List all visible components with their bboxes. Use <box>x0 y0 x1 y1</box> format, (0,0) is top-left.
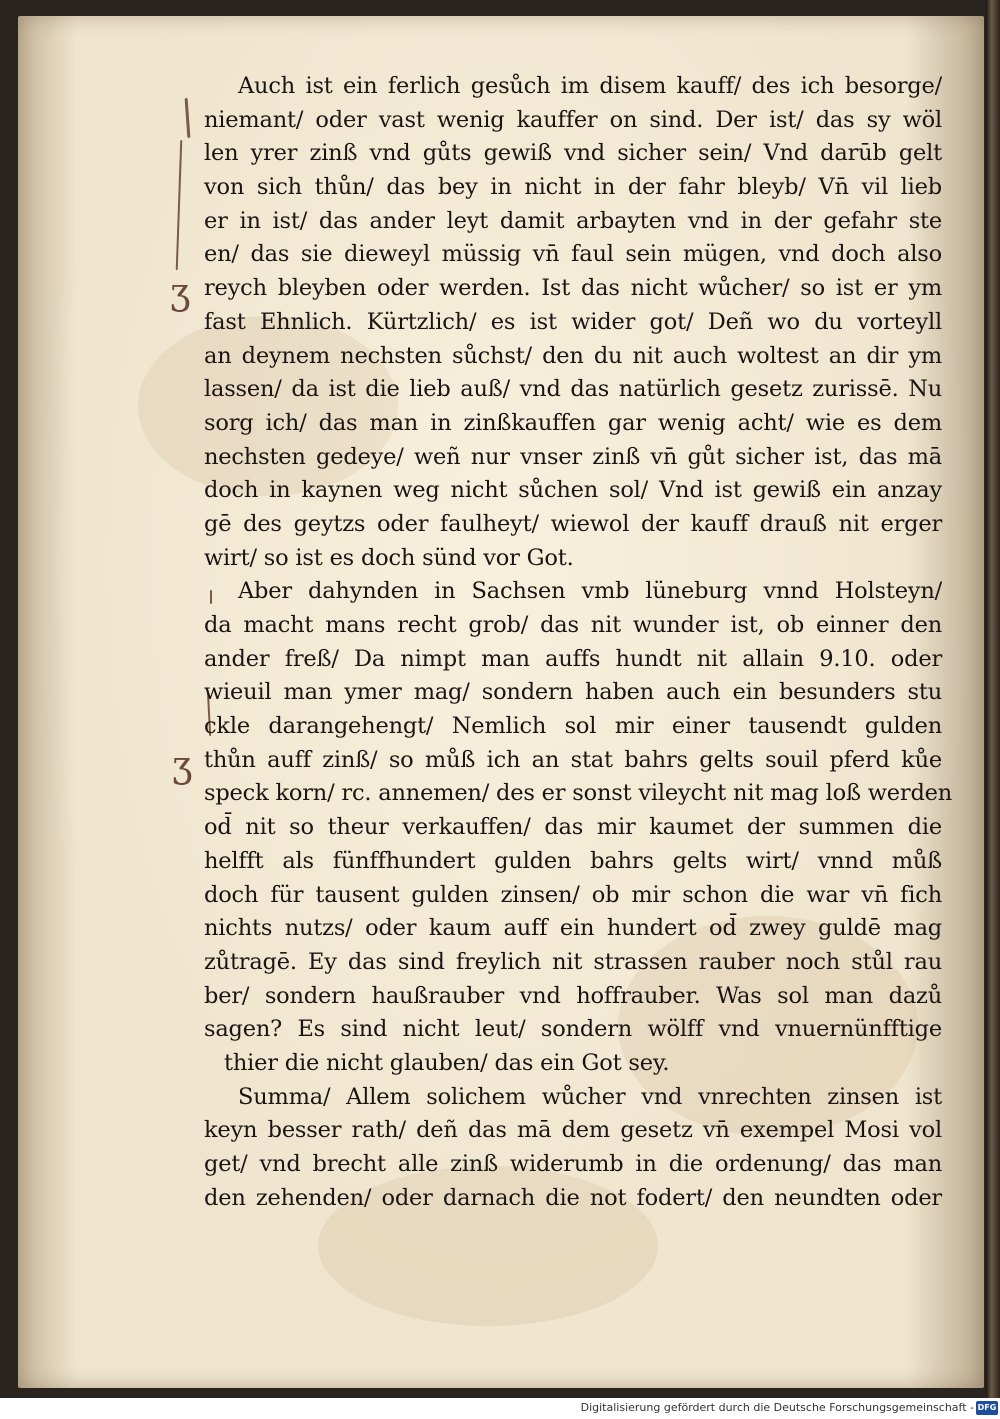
text-line: thier die nicht glauben/ das ein Got sey. <box>224 1049 670 1076</box>
text-line: sorg ich/ das man in zinßkauffen gar wenig acht/ wie es dem <box>204 409 942 436</box>
paragraph <box>204 1081 942 1216</box>
text-line: reych bleyben oder werden. Ist das nicht wůcher/ so ist er ym <box>204 275 942 302</box>
text-line: ander freß/ Da nimpt man auffs hundt nit allain 9.10. oder <box>204 645 942 672</box>
text-line: niemant/ oder vast wenig kauffer on sind. Der ist/ das sy wöl <box>204 106 942 133</box>
text-line: doch in kaynen weg nicht sůchen sol/ Vnd ist gewiß ein anzay <box>204 477 942 504</box>
footer-credit: Digitalisierung gefördert durch die Deutsche Forschungsgemeinschaft - <box>580 1401 974 1414</box>
text-line: von sich thůn/ das bey in nicht in der fahr bleyb/ Vn̄ vil lieb <box>204 174 942 201</box>
margin-mark-3: ʒ <box>172 745 193 786</box>
margin-mark-3: ʒ <box>170 272 191 313</box>
text-line: fast Ehnlich. Kürtzlich/ es ist wider got/ Deñ wo du vorteyll <box>204 308 942 335</box>
text-line: den zehenden/ oder darnach die not fodert/ den neundten oder <box>204 1184 942 1211</box>
footer-bar <box>0 1398 1000 1419</box>
text-line: en/ das sie dieweyl müssig vn̄ faul sein mügen, vnd doch also <box>204 241 942 268</box>
text-line: nechsten gedeye/ weñ nur vnser zinß vn̄ gůt sicher ist, das mā <box>204 443 942 470</box>
text-line: er in ist/ das ander leyt damit arbayten vnd in der gefahr ste <box>204 207 942 234</box>
text-line: thůn auff zinß/ so můß ich an stat bahrs gelts souil pferd kůe <box>204 746 942 773</box>
text-line: Aber dahynden in Sachsen vmb lüneburg vnnd Holsteyn/ <box>238 578 942 605</box>
text-line: zůtragē. Ey das sind freylich nit strassen rauber noch stůl rau <box>204 948 942 975</box>
text-line: Summa/ Allem solichem wůcher vnd vnrechten zinsen ist <box>238 1083 942 1110</box>
text-line: an deynem nechsten sůchst/ den du nit auch woltest an dir ym <box>204 342 942 369</box>
text-line: ber/ sondern haußrauber vnd hoffrauber. Was sol man dazů <box>204 982 942 1009</box>
text-line: ckle darangehengt/ Nemlich sol mir einer tausendt gulden <box>204 713 942 740</box>
text-line: sagen? Es sind nicht leut/ sondern wölff vnd vnuernünfftige <box>204 1016 942 1043</box>
text-line: nichts nutzs/ oder kaum auff ein hundert od̄ zwey guldē mag <box>204 915 942 942</box>
text-line: wirt/ so ist es doch sünd vor Got. <box>204 544 574 571</box>
text-line: helfft als fünffhundert gulden bahrs gelts wirt/ vnnd můß <box>204 847 942 874</box>
text-line: Auch ist ein ferlich gesůch im disem kauff/ des ich besorge/ <box>238 73 942 99</box>
paragraph <box>204 70 942 575</box>
text-line: speck korn/ rc. annemen/ des er sonst vileycht nit mag loß werden <box>204 780 953 807</box>
dfg-logo-icon: DFG <box>976 1401 998 1415</box>
book-edge <box>986 0 1000 1398</box>
text-line: get/ vnd brecht alle zinß widerumb in die ordenung/ das man <box>204 1151 942 1177</box>
text-line: wieuil man ymer mag/ sondern haben auch ein besunders stu <box>204 679 942 706</box>
text-line: lassen/ da ist die lieb auß/ vnd das natürlich gesetz zurissē. Nu <box>204 376 942 403</box>
text-line: keyn besser rath/ deñ das mā dem gesetz vn̄ exempel Mosi vol <box>204 1117 942 1144</box>
text-line: doch für tausent gulden zinsen/ ob mir schon die war vn̄ fich <box>204 881 942 908</box>
text-line: gē des geytzs oder faulheyt/ wiewol der kauff drauß nit erger <box>204 510 942 537</box>
paragraph <box>204 575 953 1080</box>
text-block <box>204 70 953 1215</box>
text-line: od̄ nit so theur verkauffen/ das mir kaumet der summen die <box>204 814 942 841</box>
text-line: len yrer zinß vnd gůts gewiß vnd sicher sein/ Vnd darūb gelt <box>204 140 942 167</box>
text-line: da macht mans recht grob/ das nit wunder ist, ob einner den <box>204 612 942 638</box>
